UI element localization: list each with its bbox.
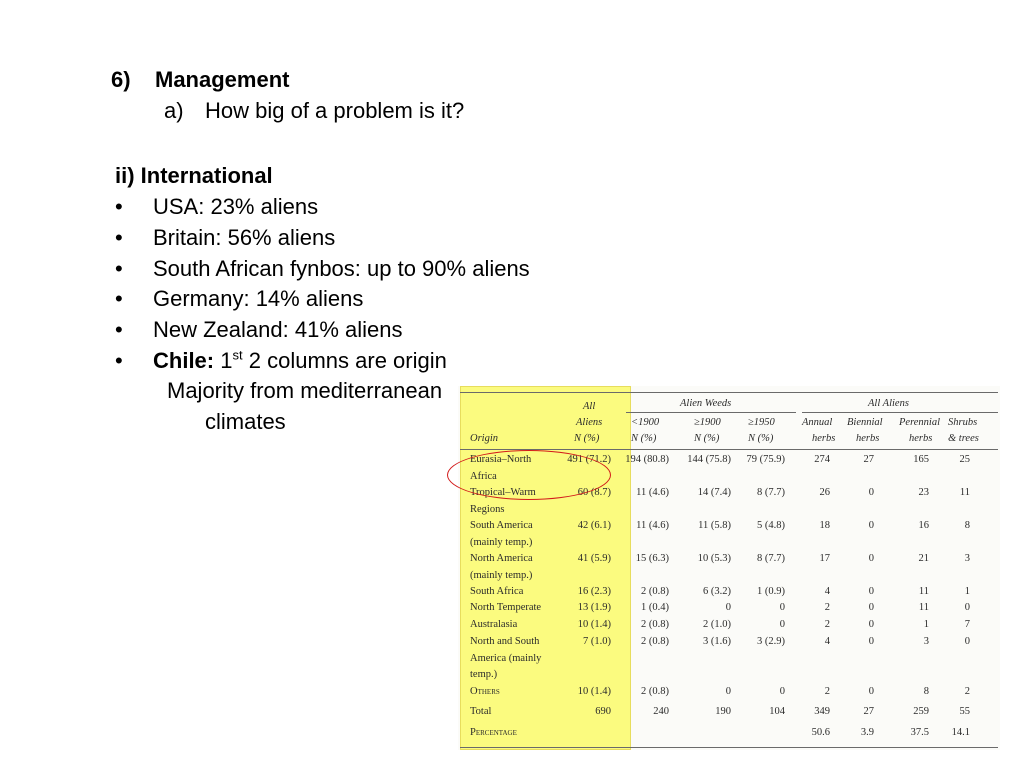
cell-all-aliens: 42 (6.1) xyxy=(577,520,611,531)
cell-ge1900: 190 xyxy=(715,706,731,717)
cell-perennial: 23 xyxy=(918,487,929,498)
cell-annual: 349 xyxy=(814,706,830,717)
all-aliens-rule xyxy=(802,412,998,413)
cell-annual: 2 xyxy=(824,686,830,697)
cell-lt1900: 2 (0.8) xyxy=(641,586,669,597)
heading-number: 6) xyxy=(111,67,131,92)
cell-lt1900: 11 (4.6) xyxy=(636,487,669,498)
cell-ge1900: 3 (1.6) xyxy=(703,636,731,647)
cell-shrubs: 2 xyxy=(964,686,970,697)
col-ge1900-line1: ≥1900 xyxy=(694,417,721,428)
cell-origin: America (mainly xyxy=(470,652,542,664)
cell-lt1900: 194 (80.8) xyxy=(625,454,669,465)
cell-perennial: 11 xyxy=(918,586,929,597)
cell-annual: 18 xyxy=(819,520,830,531)
cell-all-aliens: 690 xyxy=(595,706,611,717)
cell-shrubs: 1 xyxy=(964,586,970,597)
cell-perennial: 11 xyxy=(918,602,929,613)
cell-annual: 17 xyxy=(819,553,830,564)
col-annual-line2: herbs xyxy=(812,433,836,444)
cell-ge1950: 8 (7.7) xyxy=(757,553,785,564)
cell-perennial: 259 xyxy=(913,706,929,717)
cell-biennial: 0 xyxy=(868,686,874,697)
bullet-marker: • xyxy=(115,256,123,281)
cell-shrubs: 8 xyxy=(964,520,970,531)
sub-heading: How big of a problem is it? xyxy=(205,98,465,123)
cell-origin: Eurasia–North xyxy=(470,454,532,465)
col-biennial-line1: Biennial xyxy=(847,417,883,428)
cell-all-aliens: 10 (1.4) xyxy=(577,686,611,697)
section-title: ii) International xyxy=(115,163,273,188)
col-origin: Origin xyxy=(470,433,499,444)
group-header-alien-weeds: Alien Weeds xyxy=(680,398,732,409)
cell-ge1900: 10 (5.3) xyxy=(697,553,731,564)
cell-ge1950: 8 (7.7) xyxy=(757,487,785,498)
chile-text: 2 columns are origin xyxy=(248,348,447,373)
bullet-germany: Germany: 14% aliens xyxy=(153,286,364,311)
cell-origin: Total xyxy=(470,706,492,717)
col-ge1900-line2: N (%) xyxy=(694,433,720,444)
cell-ge1900: 14 (7.4) xyxy=(697,487,731,498)
col-lt1900-line1: <1900 xyxy=(631,417,660,428)
table-bottom-rule xyxy=(460,747,998,748)
cell-shrubs: 0 xyxy=(964,636,970,647)
chile-ordinal-suffix: st xyxy=(232,347,243,363)
cell-biennial: 3.9 xyxy=(860,727,874,738)
cell-biennial: 27 xyxy=(863,454,874,465)
note-line-2: climates xyxy=(205,409,286,434)
cell-perennial: 21 xyxy=(918,553,929,564)
bullet-new-zealand: New Zealand: 41% aliens xyxy=(153,317,403,342)
heading: Management xyxy=(155,67,290,92)
cell-biennial: 0 xyxy=(868,619,874,630)
cell-all-aliens: 41 (5.9) xyxy=(577,553,611,564)
cell-origin: Percentage xyxy=(470,727,517,738)
bullet-marker: • xyxy=(115,225,123,250)
bullet-marker: • xyxy=(115,317,123,342)
cell-perennial: 37.5 xyxy=(910,727,929,738)
group-header-all-aliens: All Aliens xyxy=(868,398,909,409)
cell-annual: 4 xyxy=(824,636,830,647)
col-perennial-line2: herbs xyxy=(909,433,933,444)
col-all-aliens-line3: N (%) xyxy=(574,433,600,444)
cell-annual: 2 xyxy=(824,602,830,613)
cell-ge1950: 0 xyxy=(779,619,785,630)
note-line-1: Majority from mediterranean xyxy=(167,378,443,403)
cell-biennial: 0 xyxy=(868,636,874,647)
cell-shrubs: 3 xyxy=(964,553,970,564)
cell-all-aliens: 16 (2.3) xyxy=(577,586,611,597)
cell-perennial: 3 xyxy=(923,636,929,647)
cell-biennial: 0 xyxy=(868,520,874,531)
col-all-aliens-line1: All xyxy=(583,401,596,412)
cell-origin: (mainly temp.) xyxy=(470,536,533,548)
col-biennial-line2: herbs xyxy=(856,433,880,444)
col-ge1950-line1: ≥1950 xyxy=(748,417,775,428)
col-annual-line1: Annual xyxy=(802,417,833,428)
cell-ge1900: 11 (5.8) xyxy=(698,520,731,531)
cell-origin: South America xyxy=(470,520,533,531)
cell-perennial: 165 xyxy=(913,454,929,465)
cell-lt1900: 2 (0.8) xyxy=(641,619,669,630)
cell-ge1900: 0 xyxy=(725,686,731,697)
cell-ge1950: 1 (0.9) xyxy=(757,586,785,597)
bullet-marker: • xyxy=(115,348,123,373)
chile-label: Chile: xyxy=(153,348,215,373)
cell-shrubs: 14.1 xyxy=(951,727,970,738)
cell-origin: Australasia xyxy=(470,619,518,630)
cell-ge1950: 0 xyxy=(779,686,785,697)
cell-biennial: 27 xyxy=(863,706,874,717)
cell-origin: temp.) xyxy=(470,669,498,680)
cell-ge1950: 5 (4.8) xyxy=(757,520,785,531)
eurasia-highlight-circle xyxy=(447,450,611,500)
bullet-marker: • xyxy=(115,286,123,311)
cell-shrubs: 55 xyxy=(959,706,970,717)
cell-annual: 4 xyxy=(824,586,830,597)
cell-lt1900: 1 (0.4) xyxy=(641,602,669,613)
cell-annual: 50.6 xyxy=(811,727,830,738)
cell-origin: Others xyxy=(470,686,500,697)
cell-origin: North and South xyxy=(470,636,540,647)
cell-annual: 274 xyxy=(814,454,830,465)
bullet-marker: • xyxy=(115,194,123,219)
cell-shrubs: 7 xyxy=(964,619,970,630)
cell-biennial: 0 xyxy=(868,487,874,498)
cell-ge1900: 0 xyxy=(725,602,731,613)
cell-ge1900: 144 (75.8) xyxy=(687,454,731,465)
cell-ge1950: 3 (2.9) xyxy=(757,636,785,647)
cell-annual: 26 xyxy=(819,487,830,498)
cell-all-aliens: 10 (1.4) xyxy=(577,619,611,630)
cell-perennial: 16 xyxy=(918,520,929,531)
cell-lt1900: 2 (0.8) xyxy=(641,636,669,647)
cell-lt1900: 11 (4.6) xyxy=(636,520,669,531)
cell-annual: 2 xyxy=(824,619,830,630)
alien-weeds-rule xyxy=(626,412,796,413)
cell-all-aliens: 491 (71.2) xyxy=(567,454,611,465)
cell-origin: Regions xyxy=(470,503,505,515)
cell-origin: (mainly temp.) xyxy=(470,569,533,581)
cell-biennial: 0 xyxy=(868,586,874,597)
cell-shrubs: 25 xyxy=(959,454,970,465)
col-ge1950-line2: N (%) xyxy=(748,433,774,444)
cell-ge1950: 104 xyxy=(769,706,785,717)
cell-ge1950: 0 xyxy=(779,602,785,613)
cell-origin: South Africa xyxy=(470,586,524,597)
col-lt1900-line2: N (%) xyxy=(631,433,657,444)
cell-biennial: 0 xyxy=(868,602,874,613)
chile-ordinal: 1 xyxy=(220,348,233,373)
col-all-aliens-line2: Aliens xyxy=(576,417,603,428)
cell-all-aliens: 7 (1.0) xyxy=(583,636,611,647)
bullet-south-africa: South African fynbos: up to 90% aliens xyxy=(153,256,530,281)
alien-weeds-table-scan xyxy=(458,386,1000,750)
cell-lt1900: 15 (6.3) xyxy=(635,553,669,564)
cell-ge1950: 79 (75.9) xyxy=(746,454,785,465)
bullet-chile xyxy=(153,347,447,375)
table-top-rule xyxy=(460,392,998,393)
col-shrubs-line1: Shrubs xyxy=(948,417,978,428)
cell-shrubs: 0 xyxy=(964,602,970,613)
cell-origin: Africa xyxy=(470,470,497,482)
cell-ge1900: 2 (1.0) xyxy=(703,619,731,630)
cell-ge1900: 6 (3.2) xyxy=(703,586,731,597)
cell-lt1900: 2 (0.8) xyxy=(641,686,669,697)
bullet-usa: USA: 23% aliens xyxy=(153,194,319,219)
cell-origin: North America xyxy=(470,553,533,564)
cell-shrubs: 11 xyxy=(959,487,970,498)
bullet-britain: Britain: 56% aliens xyxy=(153,225,336,250)
cell-perennial: 8 xyxy=(923,686,929,697)
cell-all-aliens: 13 (1.9) xyxy=(577,602,611,613)
col-perennial-line1: Perennial xyxy=(899,417,941,428)
col-shrubs-line2: & trees xyxy=(948,433,979,444)
cell-all-aliens: 60 (8.7) xyxy=(577,487,611,498)
cell-perennial: 1 xyxy=(923,619,929,630)
cell-origin: North Temperate xyxy=(470,602,542,613)
cell-origin: Tropical–Warm xyxy=(470,487,536,498)
cell-lt1900: 240 xyxy=(653,706,669,717)
cell-biennial: 0 xyxy=(868,553,874,564)
sub-letter: a) xyxy=(164,98,184,123)
